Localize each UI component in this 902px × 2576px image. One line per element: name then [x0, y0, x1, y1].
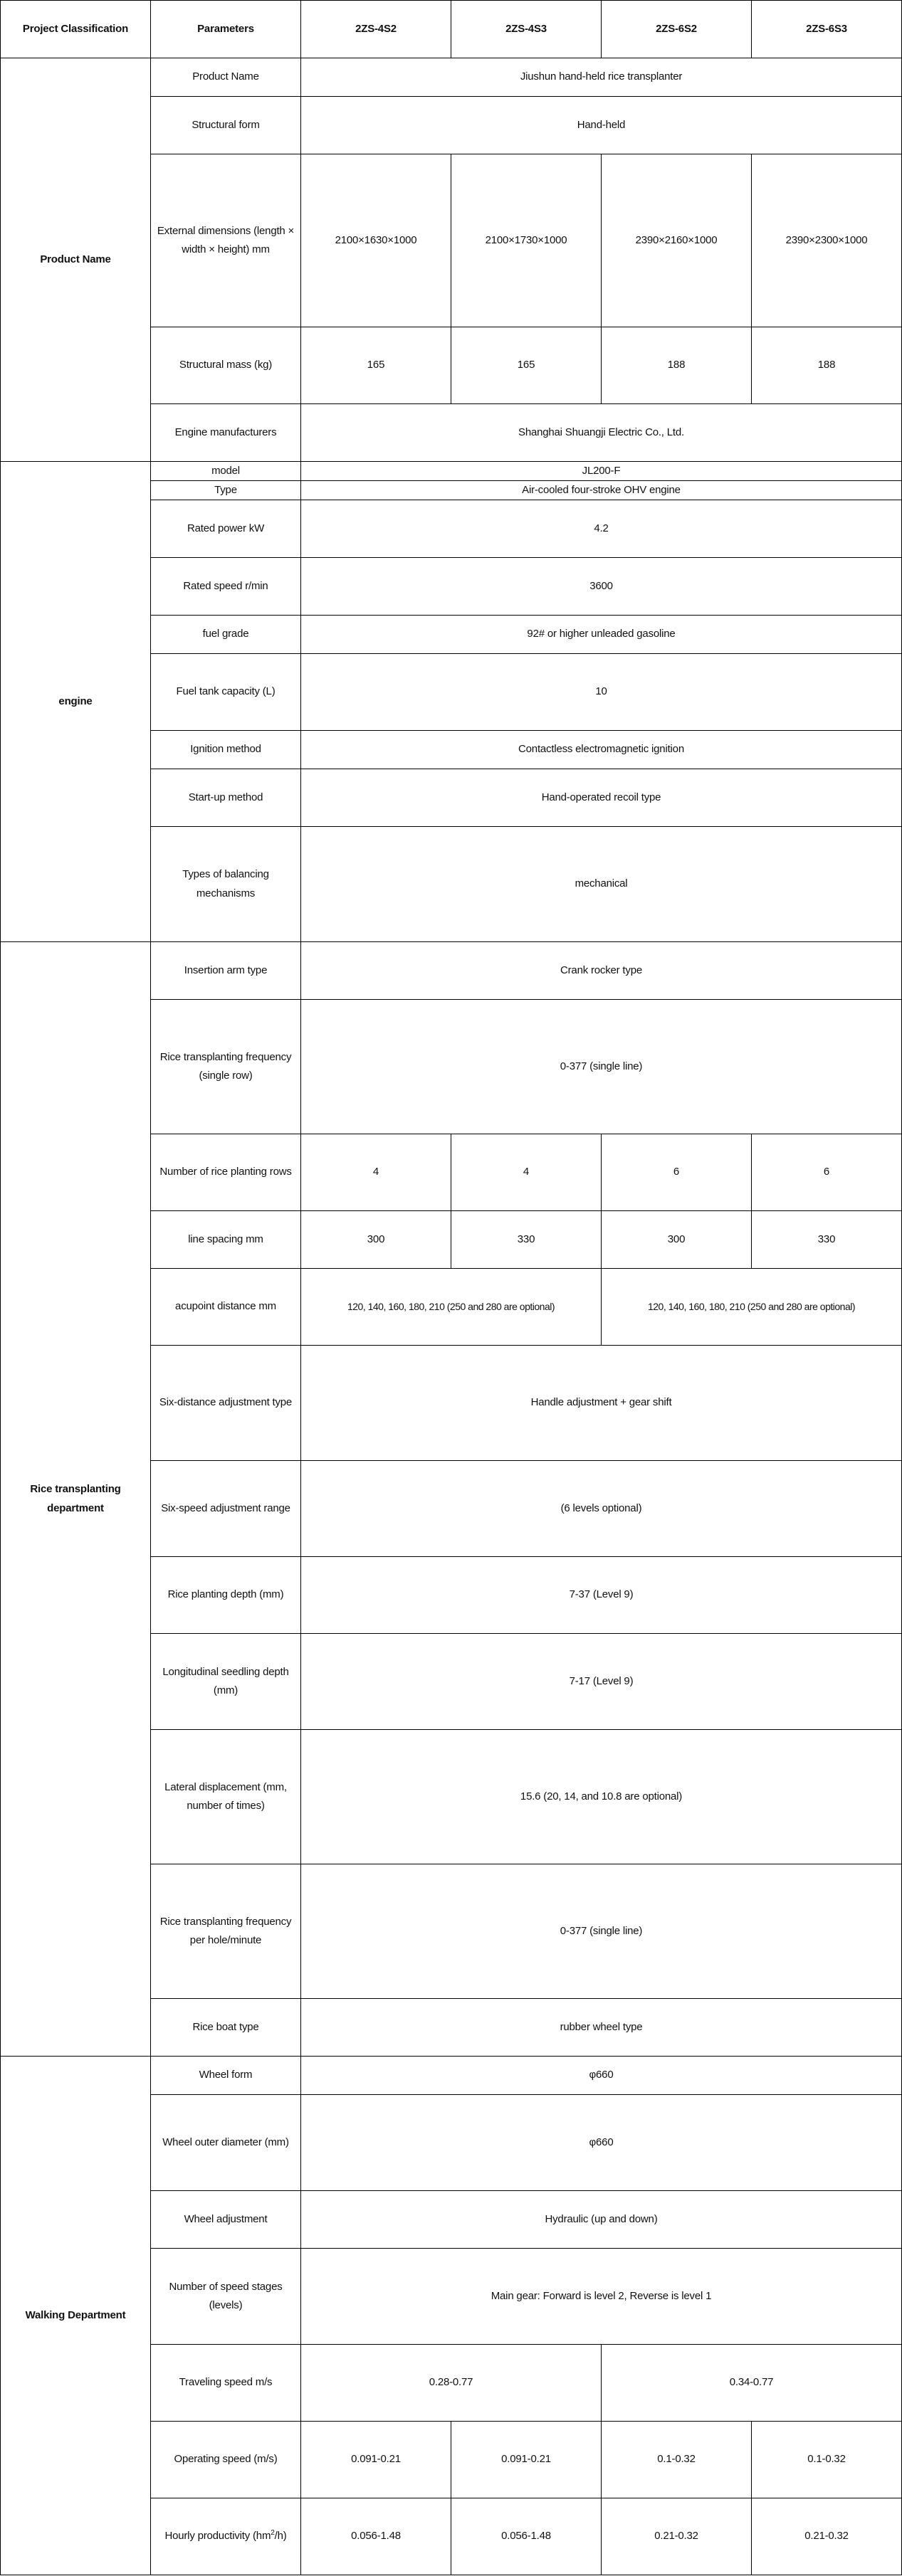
- param-value: 0.1-0.32: [752, 2422, 902, 2498]
- param-label: Traveling speed m/s: [151, 2345, 301, 2422]
- header-model-1: 2ZS-4S2: [301, 1, 451, 58]
- param-value: 4: [301, 1134, 451, 1211]
- header-row: [1, 1, 902, 58]
- param-label: Rice transplanting frequency per hole/minute: [151, 1864, 301, 1999]
- param-value: Handle adjustment + gear shift: [301, 1346, 902, 1461]
- param-value: mechanical: [301, 827, 902, 942]
- param-value: (6 levels optional): [301, 1461, 902, 1557]
- param-label: Longitudinal seedling depth (mm): [151, 1634, 301, 1730]
- param-label: Insertion arm type: [151, 942, 301, 1000]
- param-label: Ignition method: [151, 731, 301, 769]
- param-value: 330: [451, 1211, 602, 1269]
- table-row: [1, 58, 902, 97]
- param-value: 0.056-1.48: [451, 2498, 602, 2575]
- param-label-text: Hourly productivity (hm: [164, 2530, 271, 2543]
- param-value: 2100×1730×1000: [451, 154, 602, 327]
- param-value: φ660: [301, 2095, 902, 2191]
- param-value: rubber wheel type: [301, 1999, 902, 2057]
- param-value: 92# or higher unleaded gasoline: [301, 616, 902, 654]
- param-value: Jiushun hand-held rice transplanter: [301, 58, 902, 97]
- param-value: Air-cooled four-stroke OHV engine: [301, 481, 902, 500]
- param-label: Operating speed (m/s): [151, 2422, 301, 2498]
- table-row: [1, 462, 902, 481]
- param-value: 7-37 (Level 9): [301, 1557, 902, 1634]
- param-value: 165: [451, 327, 602, 404]
- param-label: Rice boat type: [151, 1999, 301, 2057]
- param-value: Shanghai Shuangji Electric Co., Ltd.: [301, 404, 902, 462]
- param-value: 120, 140, 160, 180, 210 (250 and 280 are optional): [602, 1269, 902, 1346]
- param-label: Wheel adjustment: [151, 2191, 301, 2249]
- param-label: model: [151, 462, 301, 481]
- header-classification: Project Classification: [1, 1, 151, 58]
- param-value: 300: [602, 1211, 752, 1269]
- param-label: fuel grade: [151, 616, 301, 654]
- category-rice-transplanting: Rice transplanting department: [1, 942, 151, 2057]
- param-label: Rated speed r/min: [151, 558, 301, 616]
- param-value: 0.21-0.32: [752, 2498, 902, 2575]
- param-value: Hand-operated recoil type: [301, 769, 902, 827]
- param-value: Contactless electromagnetic ignition: [301, 731, 902, 769]
- param-value: 10: [301, 654, 902, 731]
- header-model-4: 2ZS-6S3: [752, 1, 902, 58]
- param-label: Lateral displacement (mm, number of times): [151, 1730, 301, 1864]
- param-label: Fuel tank capacity (L): [151, 654, 301, 731]
- param-label: line spacing mm: [151, 1211, 301, 1269]
- param-label: Engine manufacturers: [151, 404, 301, 462]
- param-value: 0.34-0.77: [602, 2345, 902, 2422]
- header-parameters: Parameters: [151, 1, 301, 58]
- param-label: Six-distance adjustment type: [151, 1346, 301, 1461]
- category-product-name: Product Name: [1, 58, 151, 462]
- category-walking: Walking Department: [1, 2057, 151, 2575]
- param-value: 0-377 (single line): [301, 1864, 902, 1999]
- param-value: JL200-F: [301, 462, 902, 481]
- param-label: Structural mass (kg): [151, 327, 301, 404]
- param-value: 6: [752, 1134, 902, 1211]
- param-value: 0.28-0.77: [301, 2345, 602, 2422]
- param-value: 6: [602, 1134, 752, 1211]
- param-label: Wheel form: [151, 2057, 301, 2095]
- superscript: 2: [271, 2529, 275, 2538]
- param-value: 300: [301, 1211, 451, 1269]
- param-value: 120, 140, 160, 180, 210 (250 and 280 are optional): [301, 1269, 602, 1346]
- param-value: 0.1-0.32: [602, 2422, 752, 2498]
- param-value: 15.6 (20, 14, and 10.8 are optional): [301, 1730, 902, 1864]
- param-label: Product Name: [151, 58, 301, 97]
- param-label: Structural form: [151, 97, 301, 154]
- param-value: 0.056-1.48: [301, 2498, 451, 2575]
- param-value: Hand-held: [301, 97, 902, 154]
- param-value: 0.21-0.32: [602, 2498, 752, 2575]
- header-model-3: 2ZS-6S2: [602, 1, 752, 58]
- param-label: Six-speed adjustment range: [151, 1461, 301, 1557]
- param-label: Type: [151, 481, 301, 500]
- category-engine: engine: [1, 462, 151, 942]
- param-value: 165: [301, 327, 451, 404]
- param-value: Crank rocker type: [301, 942, 902, 1000]
- param-value: 2390×2160×1000: [602, 154, 752, 327]
- param-value: 2100×1630×1000: [301, 154, 451, 327]
- param-value: 7-17 (Level 9): [301, 1634, 902, 1730]
- table-row: [1, 2057, 902, 2095]
- header-model-2: 2ZS-4S3: [451, 1, 602, 58]
- param-value: 2390×2300×1000: [752, 154, 902, 327]
- param-value: φ660: [301, 2057, 902, 2095]
- param-value: 4: [451, 1134, 602, 1211]
- param-label: Rated power kW: [151, 500, 301, 558]
- param-value: 330: [752, 1211, 902, 1269]
- param-label: Wheel outer diameter (mm): [151, 2095, 301, 2191]
- param-value: 0.091-0.21: [301, 2422, 451, 2498]
- param-label: Number of rice planting rows: [151, 1134, 301, 1211]
- param-label: Number of speed stages (levels): [151, 2249, 301, 2345]
- param-value: 4.2: [301, 500, 902, 558]
- param-label: Types of balancing mechanisms: [151, 827, 301, 942]
- param-label: acupoint distance mm: [151, 1269, 301, 1346]
- param-label: Start-up method: [151, 769, 301, 827]
- param-value: 3600: [301, 558, 902, 616]
- param-label: External dimensions (length × width × height) mm: [151, 154, 301, 327]
- param-value: 0-377 (single line): [301, 1000, 902, 1134]
- param-value: 188: [752, 327, 902, 404]
- param-label: Rice planting depth (mm): [151, 1557, 301, 1634]
- param-value: Main gear: Forward is level 2, Reverse is level 1: [301, 2249, 902, 2345]
- param-value: Hydraulic (up and down): [301, 2191, 902, 2249]
- param-value: 0.091-0.21: [451, 2422, 602, 2498]
- param-value: 188: [602, 327, 752, 404]
- param-label-suffix: /h): [274, 2530, 287, 2543]
- param-label: Rice transplanting frequency (single row): [151, 1000, 301, 1134]
- table-row: [1, 942, 902, 1000]
- param-label: [151, 2498, 301, 2575]
